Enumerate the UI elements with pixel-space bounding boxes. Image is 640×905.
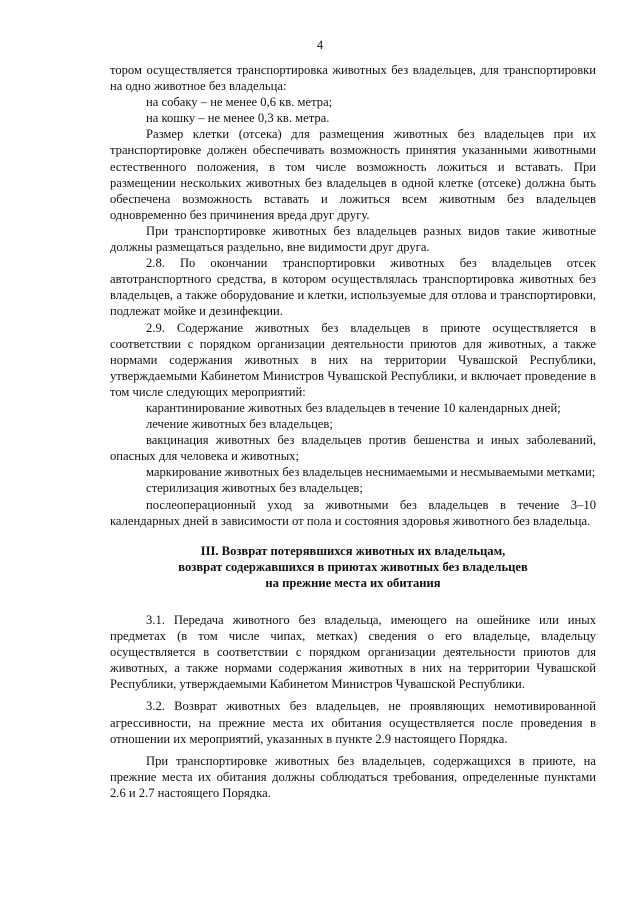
list-item-marking: маркирование животных без владельцев неснимаемыми и несмываемыми метками;: [146, 465, 596, 480]
page-number: 4: [316, 38, 324, 52]
paragraph-3-1: 3.1. Передача животного без владельца, имеющего на ошейнике или иных предметах (в том числе чипах, метках) сведения о его владельце, владельцу осуществляется в соответствии с порядком организации деятельности приютов для животных, а также нормами содержания животных в них на территории Чувашской Республики, утверждаемыми Кабинетом Министров Чувашской Республики.: [110, 613, 596, 692]
paragraph-dog-area: на собаку – не менее 0,6 кв. метра;: [146, 95, 333, 110]
list-item-sterilization: стерилизация животных без владельцев;: [146, 481, 363, 496]
section-heading-line-3: на прежние места их обитания: [265, 575, 441, 590]
document-body: [110, 62, 596, 801]
paragraph-2-8: 2.8. По окончании транспортировки животных без владельцев отсек автотранспортного средства, в котором осуществлялась транспортировка животных без владельцев, а также оборудование и клетки, используемые для отлова и транспортировки, подлежат мойке и дезинфекции.: [110, 256, 596, 319]
paragraph-3-2: 3.2. Возврат животных без владельцев, не проявляющих немотивированной агрессивности, на прежние места их обитания осуществляется после проведения в отношении их мероприятий, указанных в пункте 2.9 настоящего Порядка.: [110, 699, 596, 746]
paragraph-cage-size: Размер клетки (отсека) для размещения животных без владельцев при их транспортировке должен обеспечивать возможность принятия указанными животными естественного положения, в том числе возможность ложиться и вставать. При размещении нескольких животных без владельцев в одной клетке (отсеке) должна быть обеспечена возможность вставать и ложиться всем животным без владельцев одновременно без причинения вреда друг другу.: [110, 127, 596, 222]
list-item-vaccination: вакцинация животных без владельцев против бешенства и иных заболеваний, опасных для человека и животных;: [110, 433, 596, 464]
list-item-postoperative-care: послеоперационный уход за животными без владельцев в течение 3–10 календарных дней в зависимости от пола и состояния здоровья животного без владельца.: [110, 497, 596, 528]
list-item-quarantine: карантинирование животных без владельцев в течение 10 календарных дней;: [146, 400, 561, 415]
paragraph-return-transport: При транспортировке животных без владельцев, содержащихся в приюте, на прежние места их обитания должны соблюдаться требования, определенные пунктами 2.6 и 2.7 настоящего Порядка.: [110, 753, 596, 800]
section-heading-line-1: III. Возврат потерявшихся животных их владельцам,: [200, 543, 506, 558]
paragraph-cat-area: на кошку – не менее 0,3 кв. метра.: [146, 111, 330, 126]
section-heading: [110, 543, 596, 591]
section-heading-line-2: возврат содержавшихся в приютах животных без владельцев: [178, 559, 528, 574]
paragraph-2-9: 2.9. Содержание животных без владельцев в приюте осуществляется в соответствии с порядком организации деятельности приютов для животных, а также нормами содержания животных в них на территории Чувашской Республики, утверждаемыми Кабинетом Министров Чувашской Республики, и включает проведение в том числе следующих мероприятий:: [110, 320, 596, 399]
paragraph-separate-species: При транспортировке животных без владельцев разных видов такие животные должны размещаться раздельно, вне видимости друг друга.: [110, 223, 596, 255]
list-item-treatment: лечение животных без владельцев;: [146, 417, 333, 432]
paragraph-transport-area-intro: тором осуществляется транспортировка животных без владельцев, для транспортировки на одно животное без владельца:: [110, 63, 596, 94]
